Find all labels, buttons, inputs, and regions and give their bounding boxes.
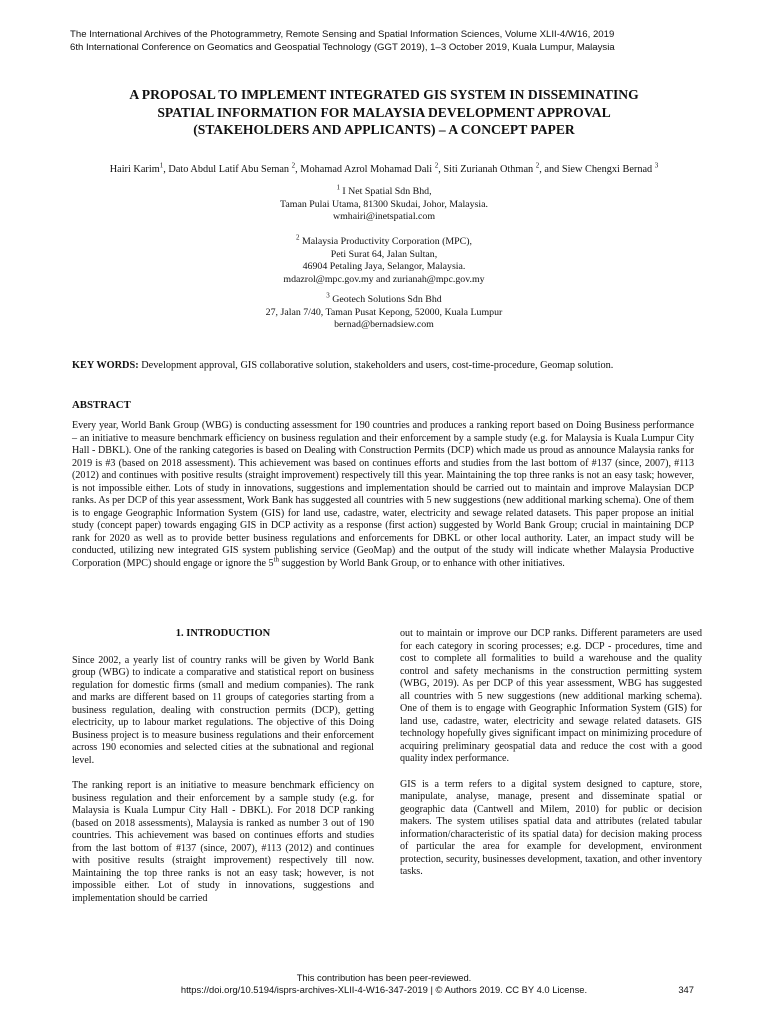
paragraph: The ranking report is an initiative to measure benchmark efficiency on business regulation and their enforcement by a sample study (e.g. for Malaysia is Kuala Lumpur City Hall - DBKL). For 2018 DCP ranking (based on 2018 assessments), Malaysia is ranked as number 3 out of 190 countries. This achievement was based on continues efforts and studies from the last bottom of #137 (since, 2007), #113 (2012) and continues with positive results (straight improvement) respectively till now. Maintaining the top three ranks is not an easy task; however, is not impossible either. Lot of study in innovations, suggestions and implementation should be carried — [72, 779, 374, 904]
affiliation-2 — [40, 233, 728, 286]
affiliation-name: $^1$ I Net Spatial Sdn Bhd, — [336, 183, 432, 197]
author-affiliation-mark: 3 — [654, 161, 659, 170]
author-affiliation-mark: 2 — [535, 161, 540, 170]
page-number: 347 — [678, 984, 694, 995]
keywords-label: KEY WORDS: — [72, 360, 139, 371]
affiliation-address: 46904 Petaling Jaya, Selangor, Malaysia. — [302, 261, 466, 273]
author-list — [40, 163, 728, 176]
affiliation-3 — [40, 291, 728, 332]
section-heading-introduction: 1. INTRODUCTION — [175, 628, 271, 639]
paragraph: Since 2002, a yearly list of country ranks will be given by World Bank group (WBG) to indicate a comparative and statistical report on business regulation for domestic firms (small and medium companies). The rank and marks are different based on 11 groups of categories starting from a business regulation, dealing with construction permits (DCP), getting electricity, up to labour market regulations. The objective of this Doing Business project is to measure business regulations and their enforcement across 190 economies and selected cities at the subnational and regional level. — [72, 654, 374, 766]
superscript: th — [273, 555, 280, 564]
keywords-text: Development approval, GIS collaborative solution, stakeholders and users, cost-time-procedure, Geomap solution. — [138, 360, 614, 371]
affiliation-address: Peti Surat 64, Jalan Sultan, — [330, 248, 438, 260]
abstract-body: Every year, World Bank Group (WBG) is conducting assessment for 190 countries and produces a ranking report based on Doing Business performance – an initiative to measure benchmark efficiency on business regulation and their enforcement by a sample study (e.g. for Malaysia is Kuala Lumpur City Hall - DBKL). One of the ranking categories is based on Dealing with Construction Permits (DCP) which made us proud as announce Malaysia ranks for 2019 is #3 (based on 2018 assessment). This achievement was based on continues efforts and studies from the last bottom of #137 (since, 2007), #113 (2012) and continues with positive results (straight improvement) respectively till this year. Maintaining the top three ranks is not an easy task; however, is not impossible either. Lots of study in innovations, suggestions and implementation should be carried out to maintain and improve Malaysian DCP ranks. As per DCP of this year assessment, Work Bank has suggested all countries with 5 new suggestions (new additional marking schema). One of them is to engage Geographic Information System (GIS) for land use, cadastre, water, electricity and sewage related datasets. This paper propose an initial study (concept paper) towards engaging GIS in DCP activity as a response (first action) suggested by World Bank Group; crucial in maintaining DCP rank for 2020 as well as to provide better business regulations and enforcements for DBKL or other local authority. Later, an impact study will be conducted, utilizing new integrated GIS system publishing service (GeoMap) and the output of the study will indicate whether Malaysia Productive Corporation (MPC) should engage or ignore the 5th suggestion by World Bank Group, or to enhance with other initiatives. — [72, 420, 694, 570]
paragraph: GIS is a term refers to a digital system designed to capture, store, manipulate, analyse, manage, present and disseminate spatial or geographic data (Cantwell and Milem, 2010) for public or decision makers. The system utilises spatial data and attributes (related tabular information/characteristic of its spatial data) for decision making process of particular the area for example for development, environment protection, security, businesses development, taxation, and other inventory tasks. — [400, 778, 702, 878]
author-name: , and Siew Chengxi Bernad — [539, 164, 655, 175]
right-column — [400, 628, 702, 891]
paper-title-line-3: (STAKEHOLDERS AND APPLICANTS) – A CONCEPT PAPER — [193, 122, 575, 137]
author-affiliation-mark: 2 — [434, 161, 439, 170]
affiliation-mark: 1 — [336, 183, 340, 192]
footer-doi-line — [40, 984, 728, 996]
author-name: Hairi Karim — [109, 164, 160, 175]
affiliation-address: 27, Jalan 7/40, Taman Pusat Kepong, 52000, Kuala Lumpur — [265, 306, 503, 318]
author-name: , Dato Abdul Latif Abu Seman — [163, 164, 292, 175]
journal-header-line-2: 6th International Conference on Geomatics and Geospatial Technology (GGT 2019), 1–3 October 2019, Kuala Lumpur, Malaysia — [70, 42, 615, 53]
affiliation-email: bernad@bernadsiew.com — [334, 319, 434, 331]
left-column — [72, 628, 374, 918]
journal-header — [70, 28, 690, 54]
paragraph: out to maintain or improve our DCP ranks. Different parameters are used for each category in scoring processes; e.g. DCP - procedures, time and cost to complete all formalities to build a warehouse and the quality control and safety mechanisms in the construction permitting system (WBG, 2019). As per DCP of this year assessment, WBG has suggested all countries with 5 new suggestions (new additional marking schema). One of them is to engage with Geographic Information System (GIS) for land use, cadastre, water, electricity and sewage related datasets. GIS technology hopefully gives significant impact on minimizing procedure of acquiring preliminary geospatial data and reduce the cost with a good quality index performance. — [400, 628, 702, 765]
abstract-heading: ABSTRACT — [72, 399, 131, 411]
page-footer — [40, 972, 728, 996]
author-name: , Mohamad Azrol Mohamad Dali — [295, 164, 435, 175]
affiliation-name: $^2$ Malaysia Productivity Corporation (MPC), — [295, 233, 473, 247]
peer-review-note: This contribution has been peer-reviewed. — [296, 972, 472, 983]
keywords — [72, 359, 702, 372]
author-name: , Siti Zurianah Othman — [438, 164, 536, 175]
affiliation-name: $^3$ Geotech Solutions Sdn Bhd — [326, 291, 442, 305]
affiliation-mark: 2 — [295, 233, 300, 242]
author-affiliation-mark: 2 — [291, 161, 296, 170]
affiliation-mark: 3 — [326, 291, 330, 300]
affiliation-address: Taman Pulai Utama, 81300 Skudai, Johor, Malaysia. — [280, 198, 488, 210]
affiliation-1 — [40, 183, 728, 224]
author-affiliation-mark: 1 — [159, 161, 164, 170]
affiliation-email: mdazrol@mpc.gov.my and zurianah@mpc.gov.my — [283, 273, 485, 285]
paper-title-line-1: A PROPOSAL TO IMPLEMENT INTEGRATED GIS SYSTEM IN DISSEMINATING — [129, 87, 639, 102]
paper-title-line-2: SPATIAL INFORMATION FOR MALAYSIA DEVELOPMENT APPROVAL — [157, 104, 611, 120]
affiliation-email: wmhairi@inetspatial.com — [332, 211, 436, 223]
journal-header-line-1: The International Archives of the Photogrammetry, Remote Sensing and Spatial Information Sciences, Volume XLII-4/W16, 2019 — [70, 29, 615, 40]
doi-license: https://doi.org/10.5194/isprs-archives-XLII-4-W16-347-2019 | © Authors 2019. CC BY 4.0 License. — [180, 984, 588, 995]
paper-title — [40, 86, 728, 139]
